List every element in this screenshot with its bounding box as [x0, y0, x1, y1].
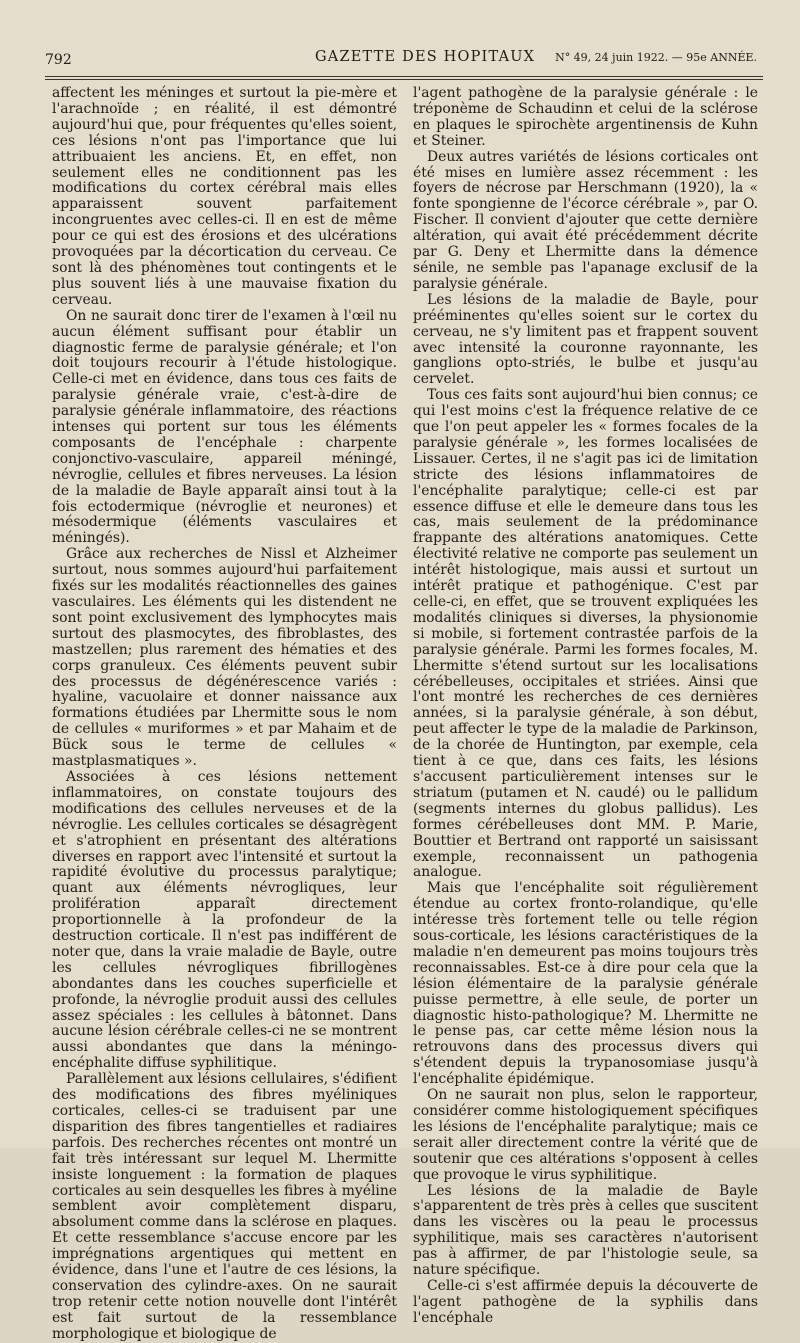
- paragraph: affectent les méninges et surtout la pie-mère et l'arachnoïde ; en réalité, il est démontré aujourd'hui que, pour fréquentes qu'elles soient, ces lésions n'ont pas l'importance que lui attribuaient les anciens. Et, en effet, non seulement elles ne conditionnent pas les modifications du cortex cérébral mais elles apparaissent souvent parfaitement incongruentes avec celles-ci. Il en est de même pour ce qui est des érosions et des ulcérations provoquées par la décortication du cerveau. Ce sont là des phénomènes tout contingents et le plus souvent liés à une mauvaise fixation du cerveau.: [52, 85, 397, 308]
- journal-title: GAZETTE DES HOPITAUX: [315, 49, 536, 65]
- header-rule: [45, 76, 763, 77]
- paragraph: On ne saurait non plus, selon le rapporteur, considérer comme histologiquement spécifiques les lésions de l'encéphalite paralytique; mais ce serait aller directement contre la vérité que de soutenir que ces altérations s'opposent à celles que provoque le virus syphilitique.: [413, 1087, 758, 1183]
- paragraph: Celle-ci s'est affirmée depuis la découverte de l'agent pathogène de la syphilis dans l'encéphale: [413, 1277, 758, 1326]
- header-rule-secondary: [45, 79, 763, 80]
- issue-line: N° 49, 24 juin 1922. — 95e ANNÉE.: [555, 51, 757, 64]
- paragraph: Deux autres variétés de lésions corticales ont été mises en lumière assez récemment : les foyers de nécrose par Herschmann (1920), la « fonte spongienne de l'écorce cérébrale », par O. Fischer. Il convient d'ajouter que cette dernière altération, qui avait été précédemment décrite par G. Deny et Lhermitte dans la démence sénile, ne semble pas l'apanage exclusif de la paralysie générale.: [413, 148, 758, 292]
- paragraph: Grâce aux recherches de Nissl et Alzheimer surtout, nous sommes aujourd'hui parfaitement fixés sur les modalités réactionnelles des gaines vasculaires. Les éléments qui les distendent ne sont point exclusivement des lymphocytes mais surtout des plasmocytes, des fibroblastes, des mastzellen; plus rarement des hématies et des corps granuleux. Ces éléments peuvent subir des processus de dégénérescence variés : hyaline, vacuolaire et donner naissance aux formations étudiées par Lhermitte sous le nom de cellules « muriformes » et par Mahaim et de Bück sous le terme de cellules « mastplasmatiques ».: [52, 546, 397, 770]
- page-number: 792: [45, 52, 72, 68]
- paragraph: Les lésions de la maladie de Bayle s'apparentent de très près à celles que suscitent dans les viscères ou la peau le processus syphilitique, mais ses caractères n'autorisent pas à affirmer, de par l'histologie seule, sa nature spécifique.: [413, 1182, 758, 1279]
- left-column: [52, 86, 397, 1343]
- paragraph: Tous ces faits sont aujourd'hui bien connus; ce qui l'est moins c'est la fréquence relative de ce que l'on peut appeler les « formes focales de la paralysie générale », les formes localisées de Lissauer. Certes, il ne s'agit pas ici de limitation stricte des lésions inflammatoires de l'encéphalite paralytique; celle-ci est par essence diffuse et elle le demeure dans tous les cas, mais seulement de la prédominance frappante des altérations anatomiques. Cette électivité relative ne comporte pas seulement un intérêt histologique, mais aussi et surtout un intérêt pratique et pathogénique. C'est par celle-ci, en effet, que se trouvent expliquées les modalités cliniques si diverses, la physionomie si mobile, si fortement contrastée parfois de la paralysie générale. Parmi les formes focales, M. Lhermitte s'étend surtout sur les localisations cérébelleuses, occipitales et striées. Ainsi que l'ont montré les recherches de ces dernières années, si la paralysie générale, à son début, peut affecter le type de la maladie de Parkinson, de la chorée de Huntington, par exemple, cela tient à ce que, dans ces faits, les lésions s'accusent particulièrement intenses sur le striatum (putamen et N. caudé) ou le pallidum (segments internes du globus pallidus). Les formes cérébelleuses dont MM. P. Marie, Bouttier et Bertrand ont rapporté un saisissant exemple, reconnaissent un pathogenia analogue.: [413, 387, 758, 881]
- paragraph: l'agent pathogène de la paralysie générale : le tréponème de Schaudinn et celui de la sclérose en plaques le spirochète argentinensis de Kuhn et Steiner.: [413, 85, 758, 149]
- paragraph: Associées à ces lésions nettement inflammatoires, on constate toujours des modifications des cellules nerveuses et de la névroglie. Les cellules corticales se désagrègent et s'atrophient en présentant des altérations diverses en rapport avec l'intensité et surtout la rapidité évolutive du processus paralytique; quant aux éléments névrogliques, leur prolifération apparaît directement proportionnelle à la profondeur de la destruction corticale. Il n'est pas indifférent de noter que, dans la vraie maladie de Bayle, outre les cellules névrogliques fibrillogènes abondantes dans les couches superficielle et profonde, la névroglie produit aussi des cellules assez spéciales : les cellules à bâtonnet. Dans aucune lésion cérébrale celles-ci ne se montrent aussi abondantes que dans la méningo-encéphalite diffuse syphilitique.: [52, 768, 397, 1072]
- paragraph: Les lésions de la maladie de Bayle, pour prééminentes qu'elles soient sur le cortex du cerveau, ne s'y limitent pas et frappent souvent avec intensité la couronne rayonnante, les ganglions opto-striés, le bulbe et jusqu'au cervelet.: [413, 291, 758, 388]
- right-column: [413, 86, 758, 1327]
- paragraph: Parallèlement aux lésions cellulaires, s'édifient des modifications des fibres myéliniques corticales, celles-ci se traduisent par une disparition des fibres tangentielles et radiaires parfois. Des recherches récentes ont montré un fait très intéressant sur lequel M. Lhermitte insiste longuement : la formation de plaques corticales au sein desquelles les fibres à myéline semblent avoir complètement disparu, absolument comme dans la sclérose en plaques. Et cette ressemblance s'accuse encore par les imprégnations argentiques qui mettent en évidence, dans l'une et l'autre de ces lésions, la conservation des cylindre-axes. On ne saurait trop retenir cette notion nouvelle dont l'intérêt est fait surtout de la ressemblance morphologique et biologique de: [52, 1071, 397, 1342]
- paragraph: On ne saurait donc tirer de l'examen à l'œil nu aucun élément suffisant pour établir un diagnostic ferme de paralysie générale; et l'on doit toujours recourir à l'étude histologique. Celle-ci met en évidence, dans tous ces faits de paralysie générale vraie, c'est-à-dire de paralysie générale inflammatoire, des réactions intenses qui portent sur tous les éléments composants de l'encéphale : charpente conjonctivo-vasculaire, appareil méningé, névroglie, cellules et fibres nerveuses. La lésion de la maladie de Bayle apparaît ainsi tout à la fois ectodermique (névroglie et neurones) et mésodermique (éléments vasculaires et méningés).: [52, 307, 397, 547]
- page-header: [45, 48, 757, 70]
- paragraph: Mais que l'encéphalite soit régulièrement étendue au cortex fronto-rolandique, qu'elle intéresse très fortement telle ou telle région sous-corticale, les lésions caractéristiques de la maladie n'en demeurent pas moins toujours très reconnaissables. Est-ce à dire pour cela que la lésion élémentaire de la paralysie générale puisse permettre, à elle seule, de porter un diagnostic histo-pathologique? M. Lhermitte ne le pense pas, car cette même lésion nous la retrouvons dans des processus divers qui s'étendent depuis la trypanosomiase jusqu'à l'encéphalite épidémique.: [413, 880, 758, 1088]
